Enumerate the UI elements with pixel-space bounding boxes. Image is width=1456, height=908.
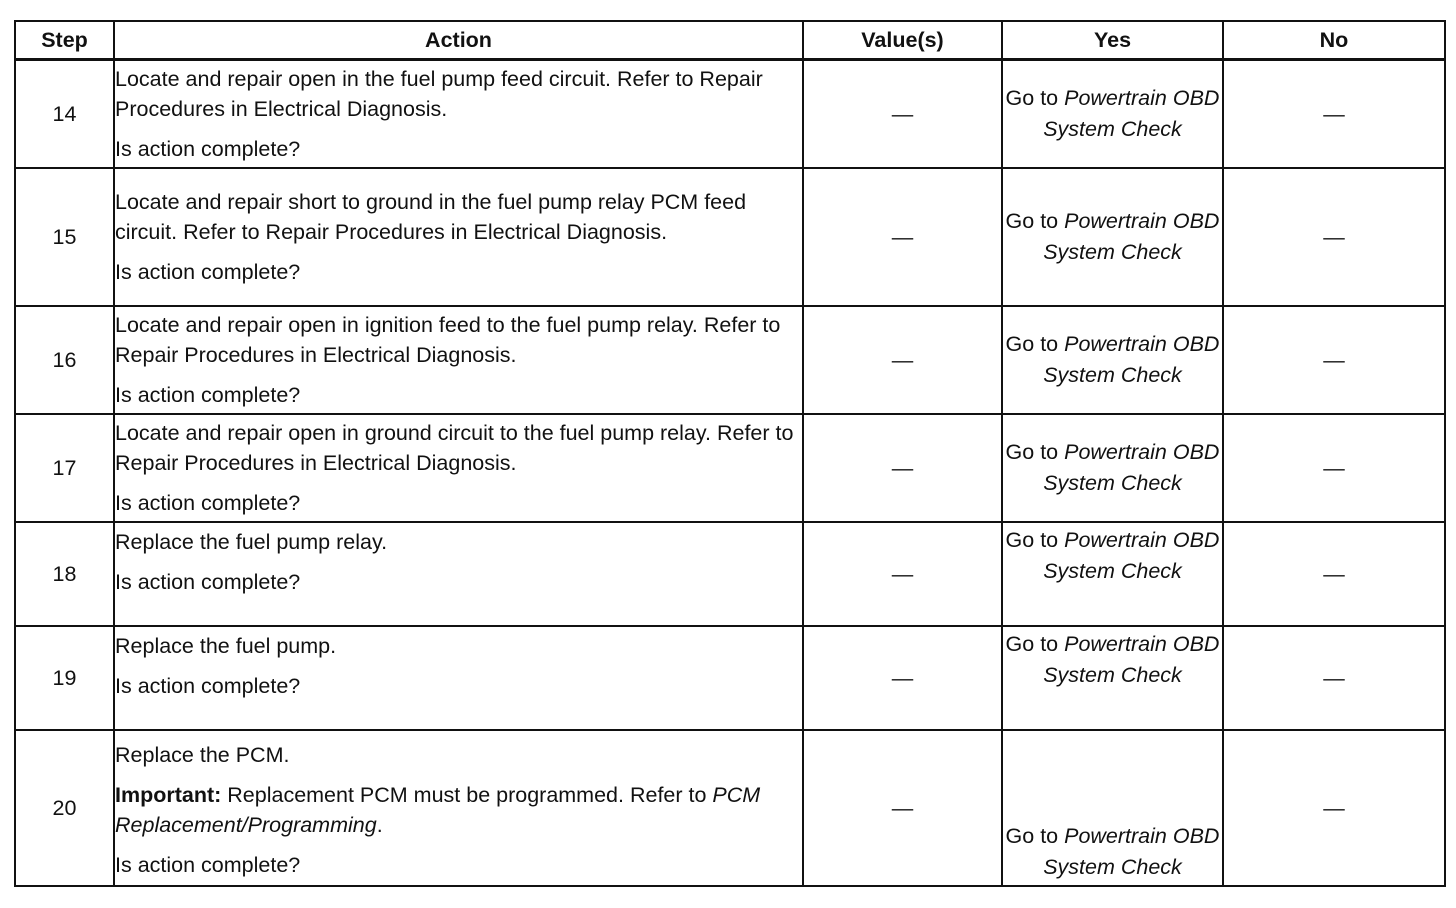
action-text: Locate and repair open in ground circuit to the fuel pump relay. Refer to Repair Procedures in Electrical Diagnosis.	[115, 421, 794, 475]
table-row	[15, 414, 1445, 522]
yes-cell	[1002, 522, 1223, 626]
step-number: 14	[15, 60, 114, 169]
action-text: Locate and repair short to ground in the fuel pump relay PCM feed circuit. Refer to Repair Procedures in Electrical Diagnosis.	[115, 190, 747, 244]
yes-link[interactable]: Powertrain OBD System Check	[1043, 86, 1220, 141]
action-question: Is action complete?	[115, 260, 301, 284]
yes-cell	[1002, 414, 1223, 522]
action-cell	[114, 168, 803, 306]
no-cell: —	[1223, 626, 1445, 730]
value-cell: —	[803, 522, 1002, 626]
table-row	[15, 60, 1445, 169]
action-cell	[114, 522, 803, 626]
action-text: Replace the fuel pump relay.	[115, 530, 388, 554]
yes-cell	[1002, 60, 1223, 169]
step-number: 18	[15, 522, 114, 626]
action-question: Is action complete?	[115, 491, 301, 515]
important-end: .	[376, 813, 383, 837]
action-question: Is action complete?	[115, 853, 301, 877]
table-row	[15, 168, 1445, 306]
step-number: 15	[15, 168, 114, 306]
table-row	[15, 626, 1445, 730]
step-number: 16	[15, 306, 114, 414]
yes-link[interactable]: Powertrain OBD System Check	[1043, 332, 1220, 387]
action-text: Locate and repair open in the fuel pump feed circuit. Refer to Repair Procedures in Electrical Diagnosis.	[115, 67, 763, 121]
action-cell	[114, 626, 803, 730]
header-no: No	[1223, 21, 1445, 60]
yes-link[interactable]: Powertrain OBD System Check	[1043, 440, 1220, 495]
yes-prefix: Go to	[1005, 209, 1065, 233]
action-question: Is action complete?	[115, 383, 301, 407]
header-action: Action	[114, 21, 803, 60]
header-yes: Yes	[1002, 21, 1223, 60]
action-text: Locate and repair open in ignition feed to the fuel pump relay. Refer to Repair Procedures in Electrical Diagnosis.	[115, 313, 781, 367]
value-cell: —	[803, 60, 1002, 169]
value-cell: —	[803, 306, 1002, 414]
diagnostic-table	[14, 20, 1446, 887]
value-cell: —	[803, 730, 1002, 886]
action-cell	[114, 414, 803, 522]
yes-cell	[1002, 626, 1223, 730]
header-row	[15, 21, 1445, 60]
step-number: 19	[15, 626, 114, 730]
header-step: Step	[15, 21, 114, 60]
no-cell: —	[1223, 306, 1445, 414]
important-label: Important:	[115, 783, 222, 807]
value-cell: —	[803, 414, 1002, 522]
step-number: 20	[15, 730, 114, 886]
action-question: Is action complete?	[115, 674, 301, 698]
action-question: Is action complete?	[115, 570, 301, 594]
value-cell: —	[803, 168, 1002, 306]
pcm-programming-link[interactable]: PCM Replacement/Programming	[115, 783, 761, 837]
action-cell	[114, 60, 803, 169]
yes-cell	[1002, 168, 1223, 306]
important-note	[115, 780, 802, 840]
action-text: Replace the fuel pump.	[115, 634, 337, 658]
yes-prefix: Go to	[1005, 440, 1065, 464]
no-cell: —	[1223, 60, 1445, 169]
yes-cell	[1002, 730, 1223, 886]
action-cell	[114, 730, 803, 886]
yes-link[interactable]: Powertrain OBD System Check	[1043, 824, 1220, 879]
important-text: Replacement PCM must be programmed. Refer to	[221, 783, 713, 807]
yes-cell	[1002, 306, 1223, 414]
action-text: Replace the PCM.	[115, 743, 290, 767]
yes-link[interactable]: Powertrain OBD System Check	[1043, 632, 1220, 687]
no-cell: —	[1223, 414, 1445, 522]
table-row	[15, 306, 1445, 414]
no-cell: —	[1223, 522, 1445, 626]
step-number: 17	[15, 414, 114, 522]
action-cell	[114, 306, 803, 414]
yes-link[interactable]: Powertrain OBD System Check	[1043, 209, 1220, 264]
no-cell: —	[1223, 730, 1445, 886]
no-cell: —	[1223, 168, 1445, 306]
yes-prefix: Go to	[1005, 824, 1065, 848]
table-row	[15, 730, 1445, 886]
yes-prefix: Go to	[1005, 632, 1065, 656]
yes-prefix: Go to	[1005, 86, 1065, 110]
value-cell: —	[803, 626, 1002, 730]
yes-link[interactable]: Powertrain OBD System Check	[1043, 528, 1220, 583]
table-row	[15, 522, 1445, 626]
yes-prefix: Go to	[1005, 332, 1065, 356]
header-values: Value(s)	[803, 21, 1002, 60]
action-question: Is action complete?	[115, 137, 301, 161]
yes-prefix: Go to	[1005, 528, 1065, 552]
